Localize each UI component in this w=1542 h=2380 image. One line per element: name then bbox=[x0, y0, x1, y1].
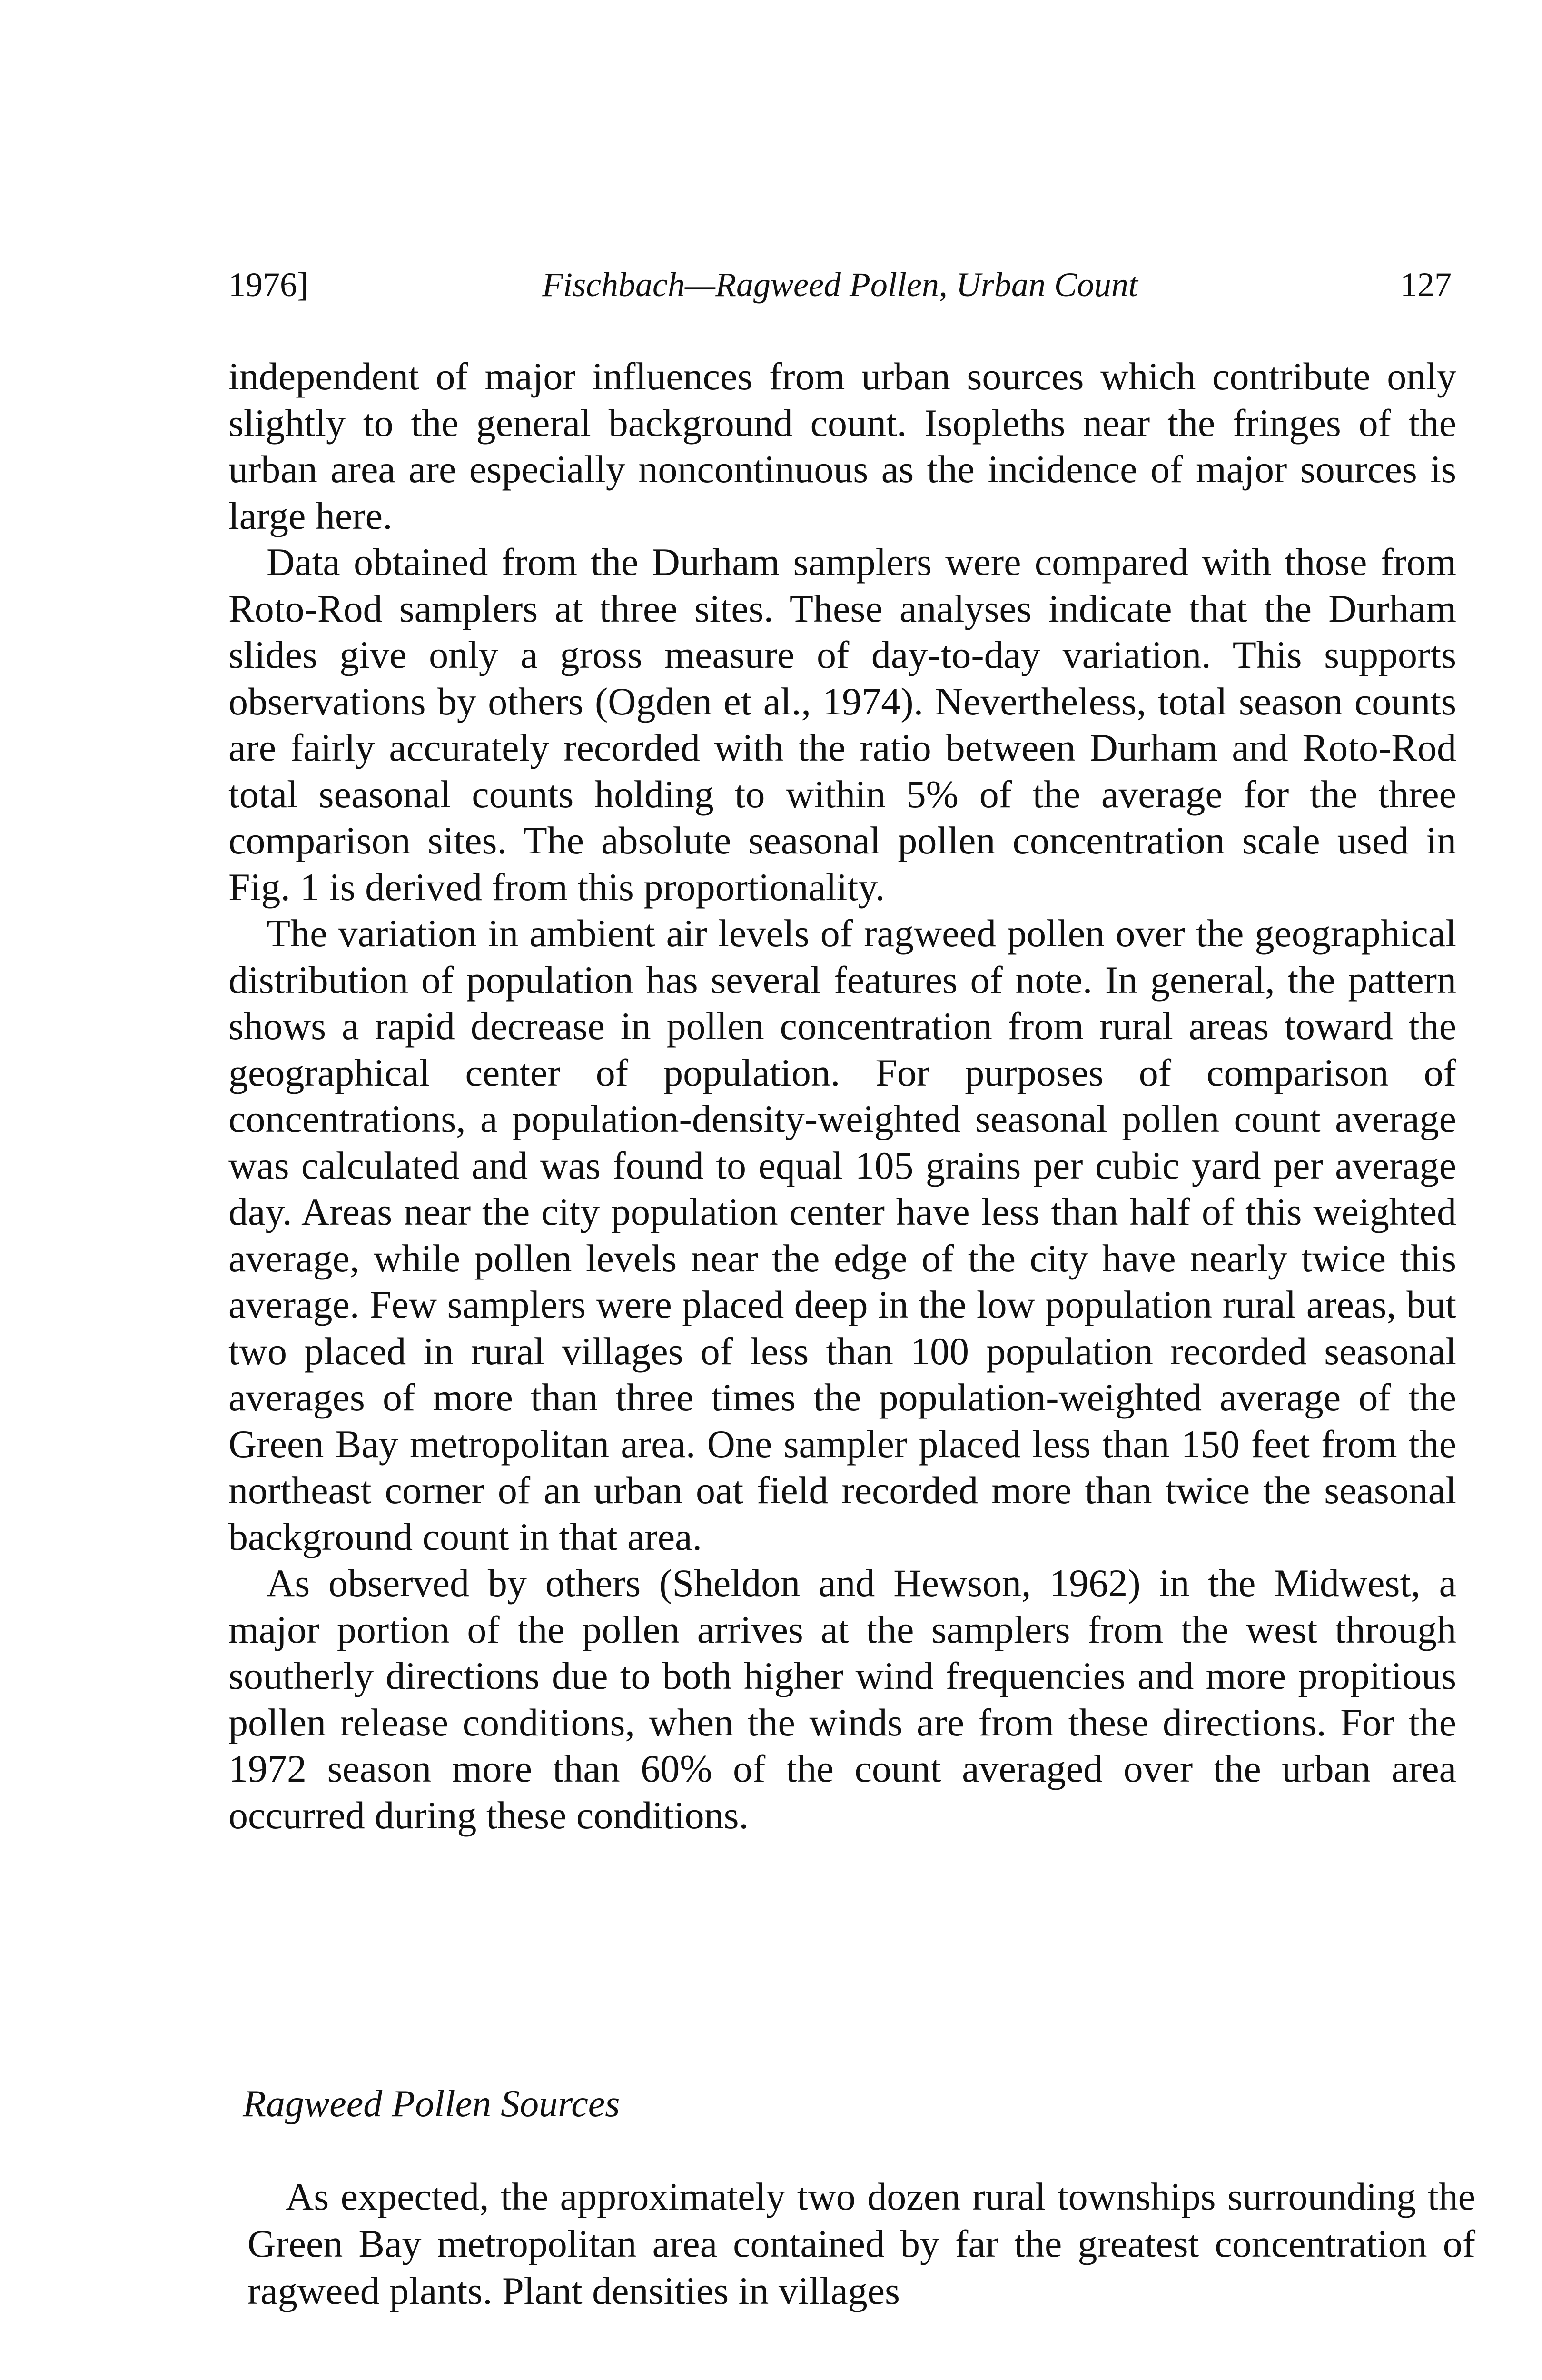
paragraph-continued: independent of major influences from urban sources which contribute only slightly to the general background count. Isopleths near the fringes of the urban area are especially noncontinuous as the incidence of major sources is large here. bbox=[228, 355, 1456, 537]
paragraph-durham-comparison: Data obtained from the Durham samplers were compared with those from Roto-Rod samplers at three sites. These analyses indicate that the Durham slides give only a gross measure of day-to-day variation. This supports observations by others (Ogden et al., 1974). Nevertheless, total season counts are fairly accurately recorded with the ratio between Durham and Roto-Rod total seasonal counts holding to within 5% of the average for the three comparison sites. The absolute seasonal pollen concentration scale used in Fig. 1 is derived from this proportionality. bbox=[228, 540, 1456, 909]
article-body bbox=[228, 353, 1456, 1838]
page-number: 127 bbox=[1400, 266, 1452, 304]
running-head bbox=[228, 261, 1452, 308]
section-heading: Ragweed Pollen Sources bbox=[243, 2083, 620, 2125]
running-head-year: 1976] bbox=[228, 266, 308, 304]
paragraph-ambient-variation: The variation in ambient air levels of ragweed pollen over the geographical distribution of population has several features of note. In general, the pattern shows a rapid decrease in pollen concentration from rural areas toward the geographical center of population. For purposes of comparison of concentrations, a population-density-weighted seasonal pollen count average was calculated and was found to equal 105 grains per cubic yard per average day. Areas near the city population center have less than half of this weighted average, while pollen levels near the edge of the city have nearly twice this average. Few samplers were placed deep in the low population rural areas, but two placed in rural villages of less than 100 population recorded seasonal averages of more than three times the population-weighted average of the Green Bay metropolitan area. One sampler placed less than 150 feet from the northeast corner of an urban oat field recorded more than twice the seasonal background count in that area. bbox=[228, 912, 1456, 1558]
section-paragraph: As expected, the approximately two dozen rural townships surrounding the Green Bay metropolitan area contained by far the greatest concentration of ragweed plants. Plant densities in villages bbox=[247, 2175, 1475, 2312]
paragraph-wind-direction: As observed by others (Sheldon and Hewson, 1962) in the Midwest, a major portion of the pollen arrives at the samplers from the west through southerly directions due to both higher wind frequencies and more propitious pollen release conditions, when the winds are from these directions. For the 1972 season more than 60% of the count averaged over the urban area occurred during these conditions. bbox=[228, 1561, 1456, 1837]
running-head-title: Fischbach—Ragweed Pollen, Urban Count bbox=[542, 266, 1138, 304]
